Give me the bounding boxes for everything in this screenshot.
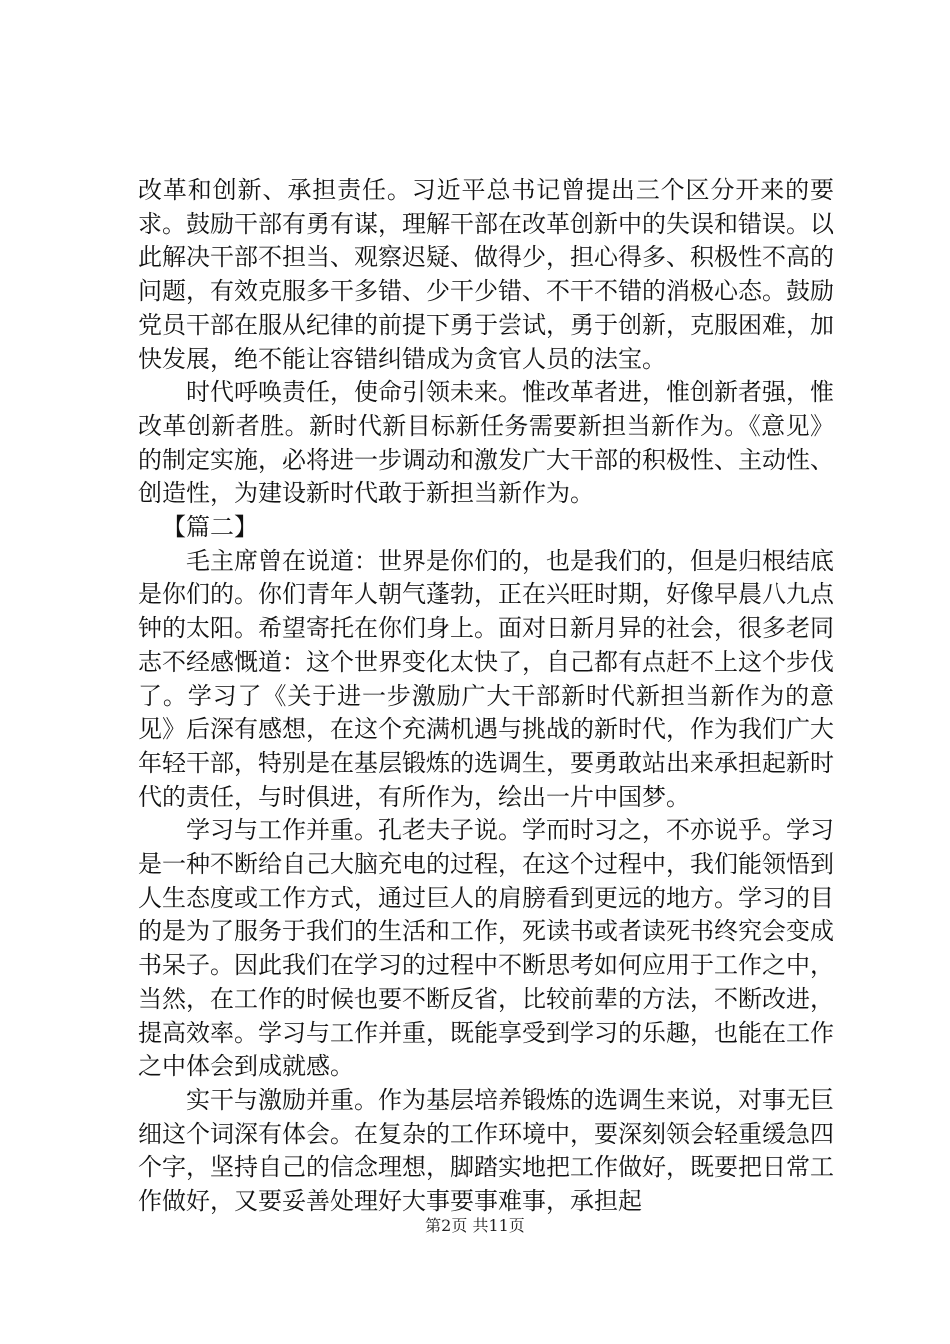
paragraph-continuation: 改革和创新、承担责任。习近平总书记曾提出三个区分开来的要求。鼓励干部有勇有谋，理解干部在改革创新中的失误和错误。以此解决干部不担当、观察迟疑、做得少，担心得多、积极性不高的问题，有效克服多干多错、少干少错、不干不错的消极心态。鼓励党员干部在服从纪律的前提下勇于尝试，勇于创新，克服困难，加快发展，绝不能让容错纠错成为贪官人员的法宝。: [138, 176, 834, 373]
document-body: [138, 174, 834, 1219]
page-number-footer: 第2页 共11页: [425, 1216, 525, 1235]
section-heading-part-two: 【篇二】: [162, 513, 258, 542]
paragraph-chairman-mao-quote: 毛主席曾在说道：世界是你们的，也是我们的，但是归根结底是你们的。你们青年人朝气蓬勃，正在兴旺时期，好像早晨八九点钟的太阳。希望寄托在你们身上。面对日新月异的社会，很多老同志不经感慨道：这个世界变化太快了，自己都有点赶不上这个步伐了。学习了《关于进一步激励广大干部新时代新担当新作为的意见》后深有感想，在这个充满机遇与挑战的新时代，作为我们广大年轻干部，特别是在基层锻炼的选调生，要勇敢站出来承担起新时代的责任，与时俱进，有所作为，绘出一片中国梦。: [138, 546, 834, 811]
paragraph-era-responsibility: 时代呼唤责任，使命引领未来。惟改革者进，惟创新者强，惟改革创新者胜。新时代新目标新任务需要新担当新作为。《意见》的制定实施，必将进一步调动和激发广大干部的积极性、主动性、创造性，为建设新时代敢于新担当新作为。: [138, 378, 834, 508]
paragraph-practice-and-incentive: 实干与激励并重。作为基层培养锻炼的选调生来说，对事无巨细这个词深有体会。在复杂的工作环境中，要深刻领会轻重缓急四个字，坚持自己的信念理想，脚踏实地把工作做好，既要把日常工作做好，又要妥善处理好大事要事难事，承担起: [138, 1085, 834, 1216]
paragraph-study-and-work: 学习与工作并重。孔老夫子说。学而时习之，不亦说乎。学习是一种不断给自己大脑充电的过程，在这个过程中，我们能领悟到人生态度或工作方式，通过巨人的肩膀看到更远的地方。学习的目的是为了服务于我们的生活和工作，死读书或者读死书终究会变成书呆子。因此我们在学习的过程中不断思考如何应用于工作之中，当然，在工作的时候也要不断反省，比较前辈的方法，不断改进，提高效率。学习与工作并重，既能享受到学习的乐趣，也能在工作之中体会到成就感。: [138, 816, 834, 1081]
